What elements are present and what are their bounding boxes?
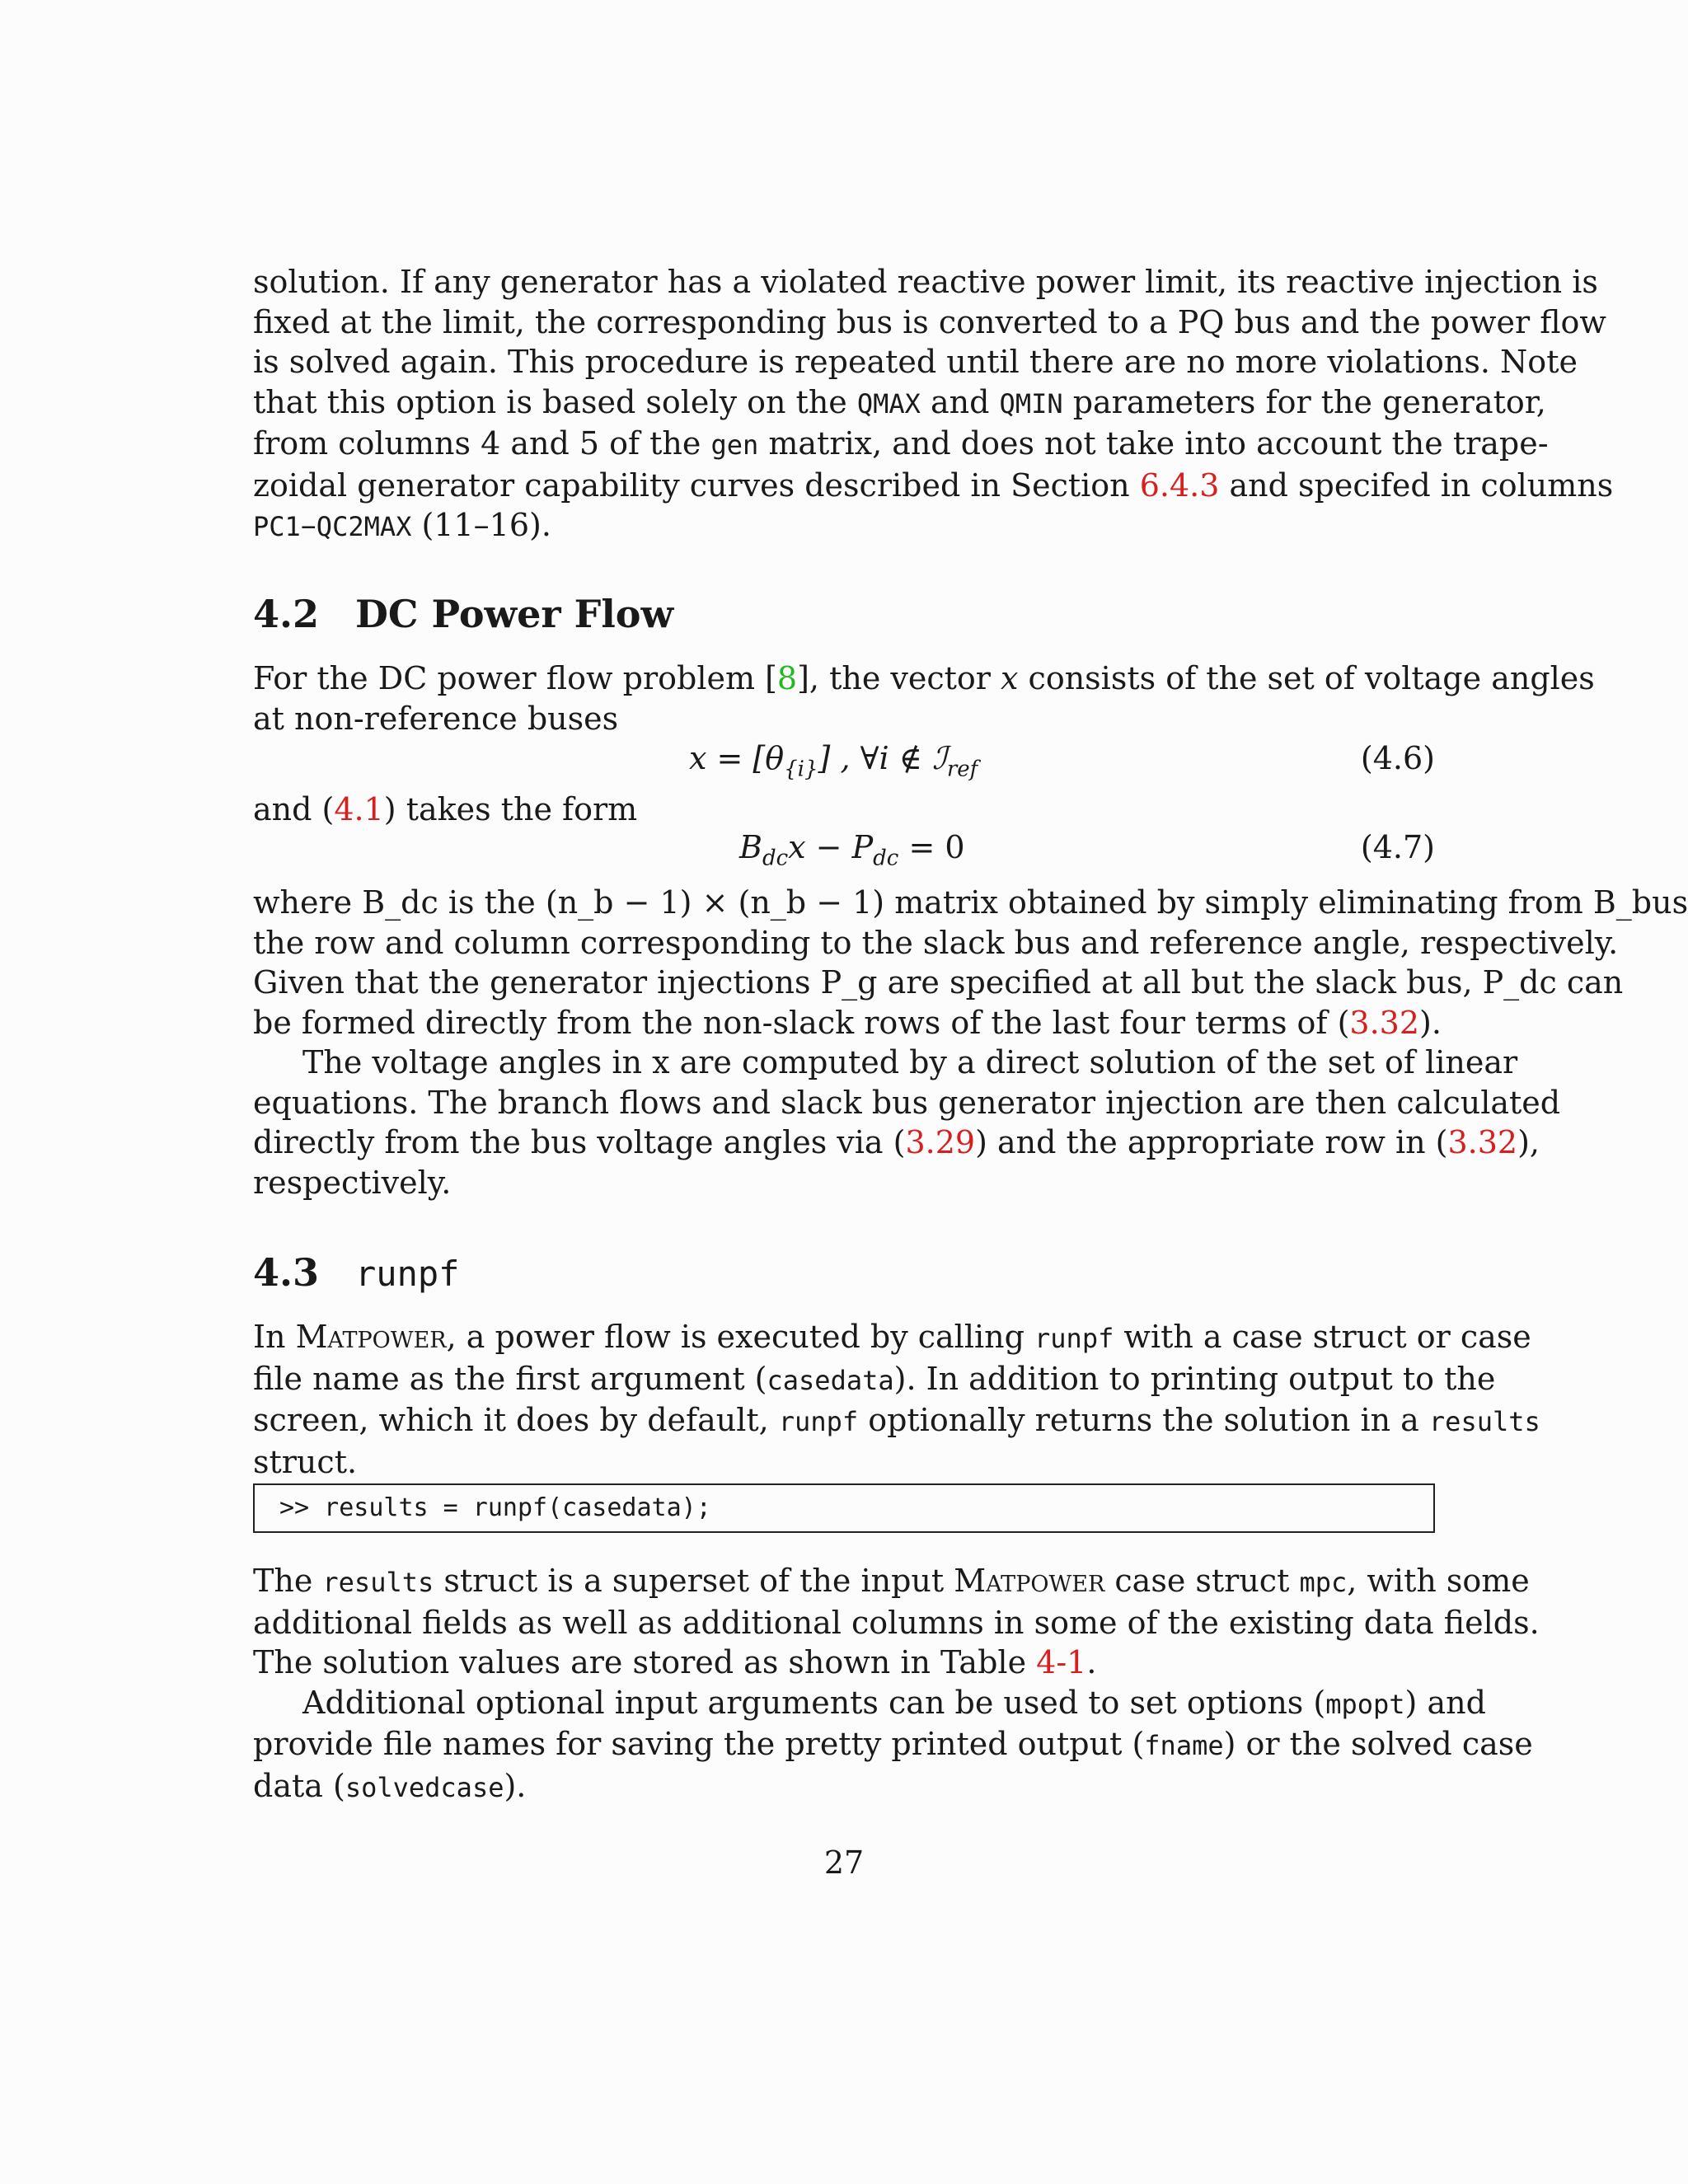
- text-line: For the DC power flow problem [8], the vector x consists of the set of voltage angles: [253, 660, 1595, 696]
- section-link[interactable]: 6.4.3: [1139, 466, 1220, 504]
- code-gen: gen: [710, 429, 759, 461]
- text-line: fixed at the limit, the corresponding bus is converted to a PQ bus and the power flow: [253, 303, 1606, 340]
- text-line: solution. If any generator has a violated reactive power limit, its reactive injection is: [253, 264, 1598, 300]
- dc-paragraph-1: [253, 658, 1595, 738]
- text-line: data (solvedcase).: [253, 1767, 527, 1804]
- text-line: directly from the bus voltage angles via (3.29) and the appropriate row in (3.32),: [253, 1124, 1540, 1160]
- equation-4-7: $B_{dc}x - P_{dc} = 0$: [739, 829, 965, 871]
- results-paragraph: [253, 1561, 1540, 1807]
- text-line: PC1–QC2MAX (11–16).: [253, 507, 551, 543]
- text-line: file name as the first argument (casedata). In addition to printing output to the: [253, 1360, 1496, 1397]
- text-line: respectively.: [253, 1164, 452, 1201]
- text-line: be formed directly from the non-slack rows of the last four terms of (3.32).: [253, 1004, 1442, 1041]
- text-line: is solved again. This procedure is repeated until there are no more violations. Note: [253, 344, 1578, 380]
- text-line: The solution values are stored as shown in Table 4-1.: [253, 1644, 1097, 1680]
- equation-link[interactable]: 3.29: [905, 1124, 976, 1160]
- citation-link[interactable]: 8: [776, 660, 798, 696]
- section-heading-4-2: 4.2 DC Power Flow: [253, 592, 674, 636]
- text-line: Given that the generator injections P_g are specified at all but the slack bus, P_dc can: [253, 964, 1624, 1001]
- equation-number: (4.6): [1360, 740, 1435, 776]
- runpf-paragraph: [253, 1317, 1540, 1482]
- code-qmax: QMAX: [856, 387, 921, 419]
- equation-link[interactable]: 4.1: [334, 791, 384, 827]
- equation-link[interactable]: 3.32: [1349, 1004, 1419, 1041]
- code-qmin: QMIN: [999, 387, 1063, 419]
- text-line: Additional optional input arguments can be used to set options (mpopt) and: [302, 1684, 1486, 1721]
- text-line: that this option is based solely on the QMAX and QMIN parameters for the generator,: [253, 383, 1546, 420]
- and-line: and (4.1) takes the form: [253, 791, 638, 827]
- page-number: 27: [823, 1844, 865, 1881]
- text-line: The results struct is a superset of the input Matpower case struct mpc, with some: [253, 1563, 1530, 1599]
- intro-paragraph: [253, 262, 1614, 547]
- text-line: In Matpower, a power flow is executed by calling runpf with a case struct or case: [253, 1319, 1531, 1355]
- equation-number: (4.7): [1360, 829, 1435, 865]
- section-heading-4-3: 4.3 runpf: [253, 1250, 460, 1295]
- text-line: struct.: [253, 1443, 358, 1480]
- text-line: at non-reference buses: [253, 700, 619, 737]
- text-line: zoidal generator capability curves described in Section 6.4.3 and specifed in columns: [253, 466, 1614, 504]
- text-line: where B_dc is the (n_b − 1) × (n_b − 1) matrix obtained by simply eliminating from B_bus: [253, 884, 1688, 921]
- text-line: equations. The branch flows and slack bus generator injection are then calculated: [253, 1084, 1561, 1121]
- text-line: additional fields as well as additional columns in some of the existing data fields.: [253, 1604, 1540, 1641]
- text-line: from columns 4 and 5 of the gen matrix, and does not take into account the trape-: [253, 425, 1549, 462]
- text-line: the row and column corresponding to the slack bus and reference angle, respectively.: [253, 924, 1619, 961]
- equation-link[interactable]: 3.32: [1447, 1124, 1518, 1160]
- text-line: provide file names for saving the pretty printed output (fname) or the solved case: [253, 1726, 1533, 1762]
- dc-paragraph-2: [253, 883, 1688, 1202]
- equation-4-6: $x = [\theta_{\{i\}}]$ , ∀i ∉ ℐ$_{ref}$: [689, 740, 978, 782]
- text-line: The voltage angles in x are computed by a direct solution of the set of linear: [302, 1044, 1518, 1080]
- code-block: >> results = runpf(casedata);: [253, 1483, 1435, 1533]
- text-line: screen, which it does by default, runpf optionally returns the solution in a results: [253, 1402, 1540, 1438]
- table-link[interactable]: 4-1: [1036, 1644, 1087, 1680]
